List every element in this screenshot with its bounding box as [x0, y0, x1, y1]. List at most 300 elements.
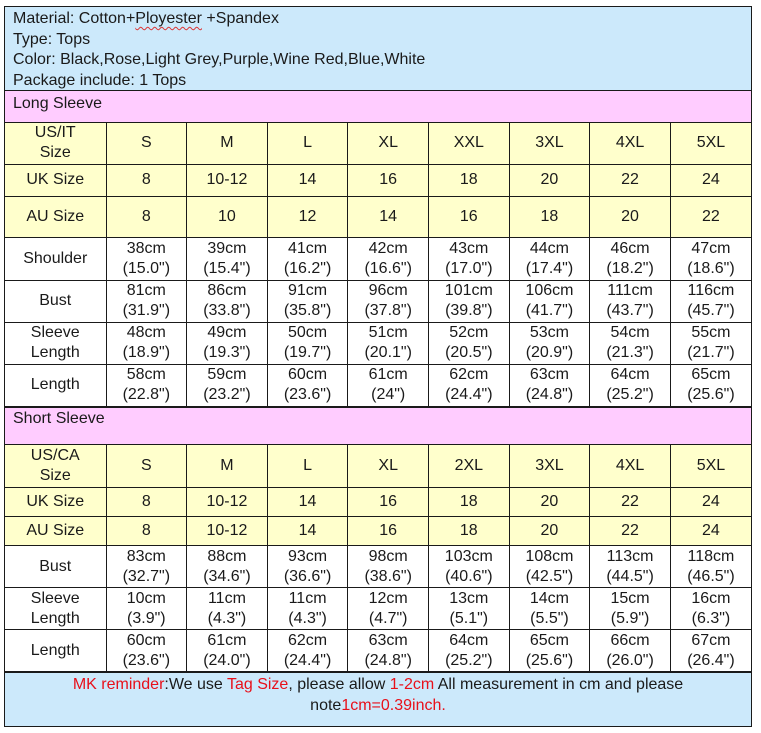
- cell-value: 41cm: [288, 239, 328, 257]
- row-label-us-it-size: [5, 123, 106, 164]
- cell: [509, 123, 590, 164]
- cell: [187, 164, 268, 196]
- cell-value: 48cm: [126, 324, 166, 341]
- tolerance-highlight: 1-2cm: [389, 676, 435, 693]
- label-line: Shoulder: [23, 249, 88, 267]
- cell-value: 18: [459, 171, 478, 188]
- cell: [509, 588, 590, 630]
- cell-value: 46cm: [610, 239, 650, 257]
- cell: [590, 123, 671, 164]
- cell-value: 8: [141, 171, 151, 188]
- row-label-bust: [5, 546, 106, 588]
- table-row: [5, 237, 751, 280]
- cell: [590, 196, 671, 237]
- cell-value-inches: (19.3"): [203, 344, 251, 361]
- table-row: [5, 630, 751, 672]
- material-label: Material: Cotton+: [13, 10, 136, 27]
- cell-value: 101cm: [444, 282, 493, 299]
- cell-value-inches: (25.6"): [525, 651, 574, 669]
- cell-value: 47cm: [691, 239, 731, 257]
- cell-value: 16: [379, 493, 398, 510]
- cell: [429, 630, 510, 672]
- cell-value: 10cm: [126, 589, 166, 607]
- cell-value: 63cm: [368, 631, 408, 649]
- cell: [106, 588, 187, 630]
- cell: [509, 488, 590, 517]
- cell: [429, 588, 510, 630]
- cell: [590, 280, 671, 322]
- cell-value: XXL: [453, 134, 484, 152]
- color-line: Color: Black,Rose,Light Grey,Purple,Wine Red,Blue,White: [13, 51, 426, 68]
- cell-value: 22: [621, 171, 639, 188]
- cell: [106, 164, 187, 196]
- cell: [348, 630, 429, 672]
- cell: [348, 588, 429, 630]
- cell-value: 2XL: [454, 456, 484, 474]
- cell: [348, 488, 429, 517]
- cell-value: 14cm: [529, 589, 569, 607]
- table-row: [5, 164, 751, 196]
- cell-value: 108cm: [525, 547, 574, 565]
- cell: [267, 488, 348, 517]
- row-label-uk-size: [5, 488, 106, 517]
- cell-value: 22: [621, 493, 639, 510]
- cell-value-inches: (21.3"): [606, 344, 654, 361]
- cell: [106, 123, 187, 164]
- table-row: [5, 322, 751, 364]
- cell-value-inches: (15.4"): [203, 259, 251, 277]
- cell: [670, 280, 751, 322]
- cell-value: 4XL: [615, 456, 645, 474]
- cell-value: 118cm: [687, 547, 735, 565]
- cell: [187, 123, 268, 164]
- cell: [348, 546, 429, 588]
- cell-value-inches: (25.6"): [687, 386, 735, 403]
- cell-value-inches: (34.6"): [203, 567, 251, 585]
- table-row: [5, 546, 751, 588]
- cell-value-inches: (5.5"): [530, 609, 569, 627]
- cell: [429, 322, 510, 364]
- cell-value-inches: (16.2"): [283, 259, 332, 277]
- cell-value: 38cm: [126, 239, 166, 257]
- cell-value-inches: (19.7"): [283, 344, 332, 361]
- cell: [670, 322, 751, 364]
- table-row: [5, 445, 751, 488]
- cell-value: 98cm: [368, 547, 408, 565]
- cell-value-inches: (6.3"): [691, 609, 731, 627]
- cell-value: 63cm: [529, 366, 569, 383]
- cell: [670, 445, 751, 488]
- cell-value: 51cm: [368, 324, 408, 341]
- cell: [509, 364, 590, 406]
- cell-value: 65cm: [529, 631, 569, 649]
- cell-value: 18: [540, 207, 559, 225]
- cell-value-inches: (43.7"): [606, 302, 654, 319]
- cell: [348, 237, 429, 280]
- label-line: Bust: [39, 557, 72, 575]
- cell: [429, 196, 510, 237]
- cell-value: 24: [702, 522, 720, 539]
- cell-value: 14: [298, 493, 317, 510]
- cell-value-inches: (24.4"): [445, 386, 493, 403]
- cell-value: XL: [378, 134, 398, 152]
- cell-value-inches: (5.1"): [449, 609, 489, 627]
- cell-value-inches: (36.6"): [283, 567, 332, 585]
- cell: [267, 123, 348, 164]
- cell: [348, 517, 429, 546]
- cell-value-inches: (26.4"): [687, 651, 735, 669]
- cell: [670, 237, 751, 280]
- cell-value-inches: (40.6"): [445, 567, 493, 585]
- cell-value-inches: (23.2"): [203, 386, 251, 403]
- cell-value: 49cm: [207, 324, 247, 341]
- cell: [187, 280, 268, 322]
- cell-value-inches: (3.9"): [127, 609, 166, 627]
- label-line: US/CA: [30, 446, 80, 464]
- cell-value-inches: (20.1"): [364, 344, 412, 361]
- cell-value: S: [140, 134, 152, 152]
- cell: [267, 280, 348, 322]
- cell-value-inches: (20.5"): [445, 344, 493, 361]
- label-line: Length: [30, 344, 80, 361]
- cell-value: 20: [540, 171, 559, 188]
- cell: [348, 123, 429, 164]
- cell: [670, 588, 751, 630]
- cell: [267, 364, 348, 406]
- row-label-uk-size: [5, 164, 106, 196]
- cell-value-inches: (35.8"): [283, 302, 332, 319]
- cell: [267, 164, 348, 196]
- cell: [429, 445, 510, 488]
- cell-value: 59cm: [207, 366, 247, 383]
- cell-value: 4XL: [615, 134, 645, 152]
- table-row: [5, 196, 751, 237]
- cell: [509, 322, 590, 364]
- cell-value: 5XL: [696, 456, 726, 474]
- cell-value: 103cm: [444, 547, 493, 565]
- cell-value: 113cm: [606, 547, 654, 565]
- cell-value: 13cm: [449, 589, 489, 607]
- cell-value: 14: [298, 522, 317, 539]
- cell-value-inches: (42.5"): [525, 567, 574, 585]
- cell: [670, 196, 751, 237]
- cell-value-inches: (24.4"): [283, 651, 332, 669]
- cell-value: 39cm: [207, 239, 247, 257]
- cell: [106, 364, 187, 406]
- label-line: UK Size: [26, 493, 85, 510]
- cell-value-inches: (18.2"): [606, 259, 654, 277]
- cell-value: 24: [702, 171, 720, 188]
- cell-value-inches: (16.6"): [364, 259, 412, 277]
- cell: [429, 364, 510, 406]
- cell-value: M: [220, 456, 234, 474]
- cell: [429, 546, 510, 588]
- cell-value: L: [303, 134, 313, 152]
- row-label-sleeve-length: [5, 322, 106, 364]
- reminder-text-2: , please allow: [288, 676, 390, 693]
- cell-value: 8: [141, 207, 151, 225]
- cell-value-inches: (18.9"): [122, 344, 171, 361]
- cell: [509, 445, 590, 488]
- cell-value: 58cm: [126, 366, 166, 383]
- table-row: [5, 280, 751, 322]
- cell-value: 18: [459, 522, 478, 539]
- cell-value-inches: (17.0"): [445, 259, 493, 277]
- cell: [187, 517, 268, 546]
- table-row: [5, 488, 751, 517]
- cell: [590, 588, 671, 630]
- row-label-sleeve-length: [5, 588, 106, 630]
- cell-value: 116cm: [687, 282, 735, 299]
- cell-value-inches: (41.7"): [525, 302, 574, 319]
- cell-value: 18: [459, 493, 478, 510]
- cell: [429, 517, 510, 546]
- cell: [348, 445, 429, 488]
- row-label-length: [5, 630, 106, 672]
- cell-value: 67cm: [691, 631, 731, 649]
- cell-value: 20: [540, 522, 559, 539]
- row-label-au-size: [5, 517, 106, 546]
- cell-value: 91cm: [288, 282, 328, 299]
- cell: [106, 630, 187, 672]
- cell: [670, 364, 751, 406]
- cell: [106, 322, 187, 364]
- cell-value-inches: (4.3"): [288, 609, 327, 627]
- cell-value: 66cm: [610, 631, 650, 649]
- cell: [590, 488, 671, 517]
- label-line: Sleeve: [30, 324, 80, 341]
- cell-value: M: [220, 134, 234, 152]
- cell: [590, 546, 671, 588]
- cell: [670, 546, 751, 588]
- cell: [187, 630, 268, 672]
- cell-value-inches: (24"): [371, 386, 406, 403]
- cell-value-inches: (24.8"): [525, 386, 574, 403]
- cell: [590, 517, 671, 546]
- cell-value: 65cm: [691, 366, 731, 383]
- cell: [590, 630, 671, 672]
- tag-size-highlight: Tag Size: [226, 676, 289, 693]
- cell: [670, 164, 751, 196]
- cell-value: 10-12: [206, 522, 248, 539]
- cell-value-inches: (38.6"): [364, 567, 412, 585]
- cell-value: 86cm: [207, 282, 247, 299]
- reminder-text-3: All measurement in cm and please note: [310, 676, 684, 714]
- cell-value: 24: [702, 493, 720, 510]
- cell: [429, 237, 510, 280]
- cell-value-inches: (4.7"): [368, 609, 408, 627]
- cell: [267, 630, 348, 672]
- cell-value: 8: [141, 522, 151, 539]
- cell: [509, 546, 590, 588]
- cell-value-inches: (18.6"): [687, 259, 735, 277]
- cell-value-inches: (46.5"): [687, 567, 735, 585]
- cell: [267, 445, 348, 488]
- cell-value: 83cm: [126, 547, 166, 565]
- short-sleeve-header: Short Sleeve: [5, 407, 751, 445]
- cell-value: 50cm: [288, 324, 328, 341]
- cell: [348, 164, 429, 196]
- cell: [590, 364, 671, 406]
- label-line: Size: [39, 466, 71, 484]
- cell: [348, 196, 429, 237]
- cell-value-inches: (22.8"): [122, 386, 171, 403]
- cell-value-inches: (5.9"): [610, 609, 650, 627]
- cell-value-inches: (37.8"): [364, 302, 412, 319]
- reminder-note: [5, 672, 751, 726]
- cell: [509, 237, 590, 280]
- cell: [509, 280, 590, 322]
- cell-value: 14: [298, 171, 317, 188]
- cell-value: 54cm: [610, 324, 650, 341]
- cell-value: 8: [141, 493, 151, 510]
- cell: [590, 237, 671, 280]
- cell-value: 52cm: [449, 324, 489, 341]
- reminder-label: MK reminder: [72, 676, 165, 693]
- row-label-au-size: [5, 196, 106, 237]
- cell-value: 3XL: [535, 134, 564, 152]
- table-row: [5, 364, 751, 406]
- cell-value-inches: (39.8"): [445, 302, 493, 319]
- cell: [670, 123, 751, 164]
- label-line: Length: [30, 641, 80, 659]
- cell-value: 16cm: [691, 589, 731, 607]
- cell: [429, 280, 510, 322]
- cell-value: L: [303, 456, 313, 474]
- cell-value: 10-12: [206, 493, 248, 510]
- row-label-us-ca-size: [5, 445, 106, 488]
- table-row: [5, 123, 751, 164]
- cell: [509, 630, 590, 672]
- cell: [590, 164, 671, 196]
- cell: [267, 322, 348, 364]
- cell: [187, 588, 268, 630]
- cell-value: 61cm: [368, 366, 408, 383]
- cell: [509, 196, 590, 237]
- cell-value: 16: [379, 522, 398, 539]
- cell: [187, 546, 268, 588]
- cell-value-inches: (24.8"): [364, 651, 412, 669]
- cell-value: 16: [459, 207, 478, 225]
- cell: [670, 517, 751, 546]
- cell-value: 22: [702, 207, 720, 225]
- cell-value-inches: (23.6"): [122, 651, 171, 669]
- cell: [267, 546, 348, 588]
- label-line: Bust: [39, 292, 72, 309]
- reminder-text-1: :We use: [164, 676, 227, 693]
- cell-value: 93cm: [288, 547, 328, 565]
- row-label-shoulder: [5, 237, 106, 280]
- cell-value-inches: (24.0"): [203, 651, 251, 669]
- type-line: Type: Tops: [13, 30, 91, 48]
- material-rest: +Spandex: [201, 10, 279, 27]
- table-row: [5, 517, 751, 546]
- cell-value-inches: (44.5"): [606, 567, 654, 585]
- cell-value: 10: [218, 207, 236, 225]
- spellcheck-word: Ployester: [135, 10, 202, 27]
- cell: [106, 196, 187, 237]
- cell: [348, 280, 429, 322]
- cell-value: 3XL: [535, 456, 564, 474]
- cell-value: 64cm: [610, 366, 650, 383]
- material-line: [13, 9, 751, 30]
- cell: [267, 237, 348, 280]
- cell: [106, 488, 187, 517]
- cell-value: 53cm: [529, 324, 569, 341]
- cell-value: 62cm: [288, 631, 328, 649]
- cell-value: S: [140, 456, 152, 474]
- cell: [590, 445, 671, 488]
- cell-value: 15cm: [610, 589, 650, 607]
- table-row: [5, 588, 751, 630]
- label-line: Length: [30, 609, 80, 627]
- cell-value-inches: (25.2"): [606, 386, 654, 403]
- label-line: UK Size: [26, 171, 85, 188]
- cell-value-inches: (26.0"): [606, 651, 654, 669]
- cell-value-inches: (23.6"): [283, 386, 332, 403]
- cell: [187, 322, 268, 364]
- cell-value: 5XL: [696, 134, 726, 152]
- cell-value: 60cm: [126, 631, 166, 649]
- cell-value: 44cm: [529, 239, 569, 257]
- cell-value-inches: (20.9"): [525, 344, 574, 361]
- cell-value: 14: [379, 207, 398, 225]
- cell: [187, 196, 268, 237]
- cell: [267, 196, 348, 237]
- cell-value: 11cm: [288, 589, 327, 607]
- cell: [429, 123, 510, 164]
- size-chart: [4, 6, 752, 727]
- cell-value: 22: [621, 522, 639, 539]
- label-line: AU Size: [26, 207, 85, 225]
- cell: [187, 488, 268, 517]
- cell: [509, 164, 590, 196]
- label-line: Sleeve: [30, 589, 80, 607]
- cell-value: 12: [298, 207, 317, 225]
- row-label-length: [5, 364, 106, 406]
- cell: [267, 517, 348, 546]
- cell-value: 111cm: [607, 282, 653, 299]
- cell-value-inches: (32.7"): [122, 567, 171, 585]
- cell: [106, 445, 187, 488]
- cell-value: 10-12: [206, 171, 248, 188]
- cell-value: 16: [379, 171, 398, 188]
- cell-value: 55cm: [691, 324, 731, 341]
- cell: [106, 237, 187, 280]
- cell: [267, 588, 348, 630]
- cell-value-inches: (21.7"): [687, 344, 735, 361]
- short-sleeve-table: [5, 445, 751, 673]
- cell: [187, 237, 268, 280]
- cell-value-inches: (31.9"): [122, 302, 171, 319]
- cell: [348, 364, 429, 406]
- cell-value: 20: [621, 207, 639, 225]
- cell: [429, 488, 510, 517]
- cell-value: 11cm: [207, 589, 246, 607]
- label-line: US/IT: [34, 124, 76, 142]
- cell-value-inches: (33.8"): [203, 302, 251, 319]
- cell: [670, 630, 751, 672]
- cell-value: 43cm: [449, 239, 489, 257]
- cell-value: 20: [540, 493, 559, 510]
- cell: [429, 164, 510, 196]
- long-sleeve-header: Long Sleeve: [5, 91, 751, 123]
- cell: [509, 517, 590, 546]
- conversion-highlight: 1cm=0.39inch.: [341, 697, 446, 714]
- cell-value: 106cm: [525, 282, 574, 299]
- cell: [590, 322, 671, 364]
- label-line: AU Size: [26, 522, 85, 539]
